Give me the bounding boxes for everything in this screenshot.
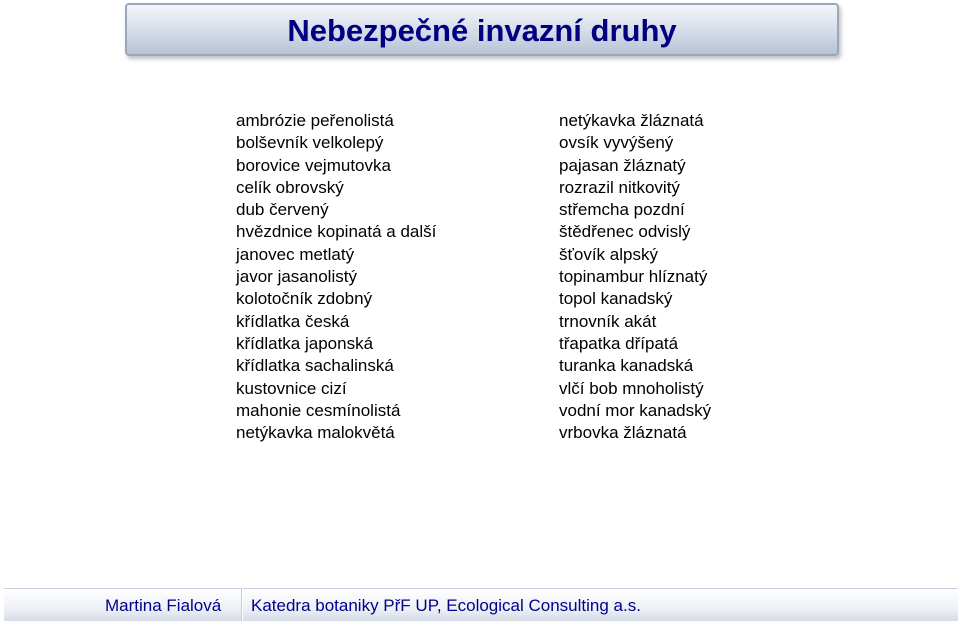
slide-footer xyxy=(0,588,960,622)
list-item: kolotočník zdobný xyxy=(236,289,373,309)
list-item: střemcha pozdní xyxy=(559,200,685,220)
list-item: bolševník velkolepý xyxy=(236,133,384,153)
list-item: ambrózie peřenolistá xyxy=(236,111,394,130)
species-list-left xyxy=(236,110,436,444)
list-item: janovec metlatý xyxy=(236,244,355,264)
footer-institution: Katedra botaniky PřF UP, Ecological Consulting a.s. xyxy=(251,596,641,615)
list-item: mahonie cesmínolistá xyxy=(236,400,401,420)
footer-author-box xyxy=(4,588,242,621)
list-item: třapatka dřípatá xyxy=(559,333,679,353)
list-item: borovice vejmutovka xyxy=(236,155,391,175)
list-item: šťovík alpský xyxy=(559,244,658,264)
list-item: vrbovka žláznatá xyxy=(559,423,687,443)
footer-author: Martina Fialová xyxy=(105,596,222,615)
species-list-right xyxy=(559,110,711,444)
slide-title-box xyxy=(125,3,839,56)
list-item: netýkavka žláznatá xyxy=(559,111,704,130)
list-item: štědřenec odvislý xyxy=(559,222,691,242)
list-item: hvězdnice kopinatá a další xyxy=(236,222,437,242)
list-item: vodní mor kanadský xyxy=(559,400,712,420)
list-item: křídlatka česká xyxy=(236,311,350,331)
list-item: křídlatka sachalinská xyxy=(236,356,394,376)
list-item: křídlatka japonská xyxy=(236,333,374,353)
list-item: turanka kanadská xyxy=(559,356,694,376)
slide-title: Nebezpečné invazní druhy xyxy=(287,13,677,48)
list-item: ovsík vyvýšený xyxy=(559,133,674,153)
list-item: javor jasanolistý xyxy=(236,267,357,287)
list-item: kustovnice cizí xyxy=(236,378,347,398)
list-item: topol kanadský xyxy=(559,289,673,309)
list-item: trnovník akát xyxy=(559,311,657,331)
list-item: rozrazil nitkovitý xyxy=(559,177,680,197)
list-item: topinambur hlíznatý xyxy=(559,267,708,287)
list-item: pajasan žláznatý xyxy=(559,155,686,175)
list-item: vlčí bob mnoholistý xyxy=(559,378,704,398)
list-item: celík obrovský xyxy=(236,177,344,197)
list-item: netýkavka malokvětá xyxy=(236,423,395,443)
list-item: dub červený xyxy=(236,200,329,220)
footer-institution-box xyxy=(243,588,958,621)
